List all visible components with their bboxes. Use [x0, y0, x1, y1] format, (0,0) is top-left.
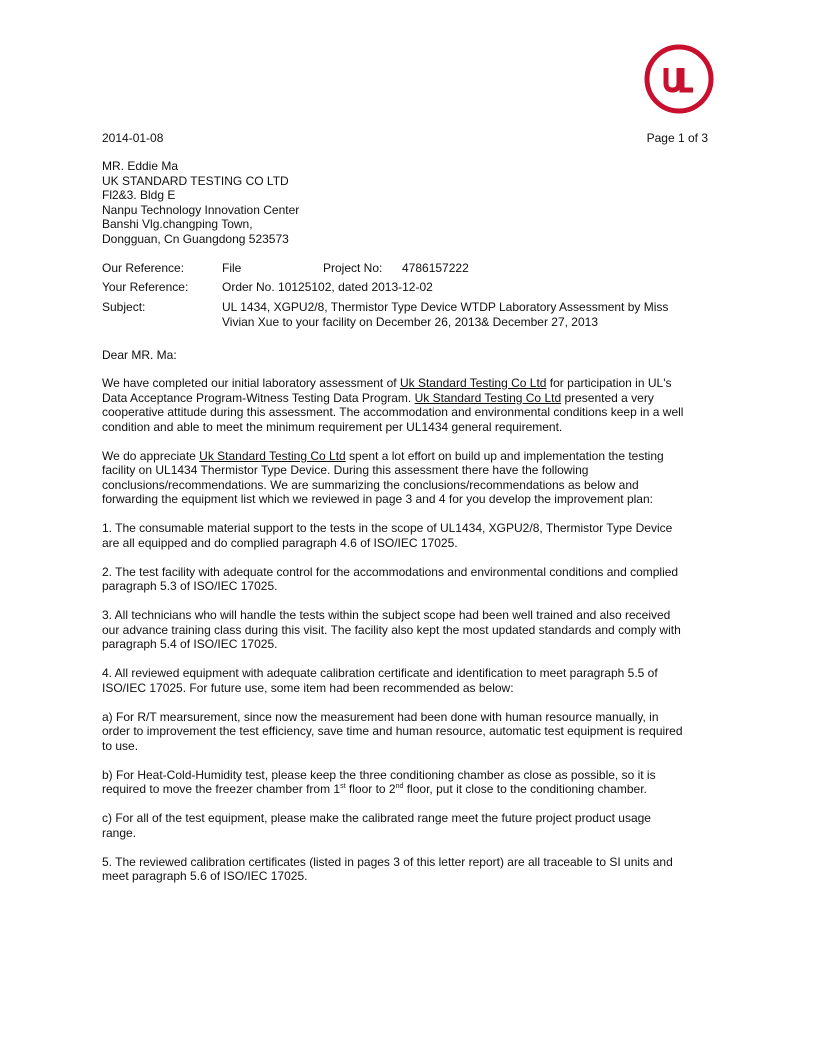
ul-logo-text: UL [679, 102, 681, 103]
letter-body [102, 376, 714, 898]
company-name: Uk Standard Testing Co Ltd [414, 390, 562, 405]
address-line: UK STANDARD TESTING CO LTD [102, 173, 289, 188]
your-reference-label: Your Reference: [102, 280, 189, 294]
paragraph: We have completed our initial laboratory assessment of Uk Standard Testing Co Ltd for participation in UL's Data Acceptance Program-Witness Testing Data Program. Uk Standard Testing Co Ltd presented a very cooperative attitude during this assessment. The accommodation and environmental conditions keep in a well condition and able to meet the minimum requirement per UL1434 general requirement. [102, 376, 684, 434]
address-line: Fl2&3. Bldg E [102, 188, 176, 203]
reference-block [102, 261, 722, 330]
paragraph: 4. All reviewed equipment with adequate calibration certificate and identification to meet paragraph 5.5 of ISO/IEC 17025. For future use, some item had been recommended as below: [102, 666, 658, 695]
address-line: Nanpu Technology Innovation Center [102, 202, 300, 217]
address-line: MR. Eddie Ma [102, 159, 179, 173]
greeting: Dear MR. Ma: [102, 348, 177, 362]
company-name: Uk Standard Testing Co Ltd [199, 448, 346, 463]
paragraph: c) For all of the test equipment, please make the calibrated range meet the future project product usage range. [102, 811, 651, 840]
paragraph: b) For Heat-Cold-Humidity test, please keep the three conditioning chamber as close as possible, so it is required to move the freezer chamber from 1st floor to 2nd floor, put it close to the conditioning chamber. [102, 767, 656, 796]
paragraph: a) For R/T mearsurement, since now the measurement had been done with human resource manually, in order to improvement the test efficiency, save time and human resource, automatic test equipment is required to use. [102, 709, 683, 753]
page-number: Page 1 of 3 [646, 131, 708, 145]
letter-date: 2014-01-08 [102, 131, 164, 145]
subject-label: Subject: [102, 300, 146, 314]
paragraph: 2. The test facility with adequate control for the accommodations and environmental conditions and complied paragraph 5.3 of ISO/IEC 17025. [102, 564, 679, 593]
paragraph: 3. All technicians who will handle the tests within the subject scope had been well trained and also received our advance training class during this visit. The facility also kept the most updated standards and comply with paragraph 5.4 of ISO/IEC 17025. [102, 608, 681, 651]
your-reference-value: Order No. 10125102, dated 2013-12-02 [222, 280, 433, 294]
paragraph: 5. The reviewed calibration certificates (listed in pages 3 of this letter report) are all traceable to SI units and meet paragraph 5.6 of ISO/IEC 17025. [102, 854, 673, 883]
project-number-value: 4786157222 [402, 261, 469, 275]
subject-line: UL 1434, XGPU2/8, Thermistor Type Device WTDP Laboratory Assessment by Miss [222, 300, 669, 314]
recipient-address [102, 159, 299, 247]
subject-line: Vivian Xue to your facility on December 26, 2013& December 27, 2013 [222, 314, 598, 329]
our-reference-label: Our Reference: [102, 261, 185, 275]
our-reference-value: File [222, 261, 242, 275]
address-line: Dongguan, Cn Guangdong 523573 [102, 231, 289, 246]
paragraph: We do appreciate Uk Standard Testing Co Ltd spent a lot effort on build up and implementation the testing facility on UL1434 Thermistor Type Device. During this assessment there have the following conclusions/recommendations. We are summarizing the conclusions/recommendations as below and forwarding the equipment list which we reviewed in page 3 and 4 for you develop the improvement plan: [102, 448, 664, 506]
ul-logo [644, 44, 714, 114]
paragraph: 1. The consumable material support to the tests in the scope of UL1434, XGPU2/8, Thermistor Type Device are all equipped and do complied paragraph 4.6 of ISO/IEC 17025. [102, 521, 673, 550]
company-name: Uk Standard Testing Co Ltd [399, 376, 547, 390]
project-number-label: Project No: [323, 261, 383, 275]
address-line: Banshi Vlg.changping Town, [102, 217, 253, 232]
